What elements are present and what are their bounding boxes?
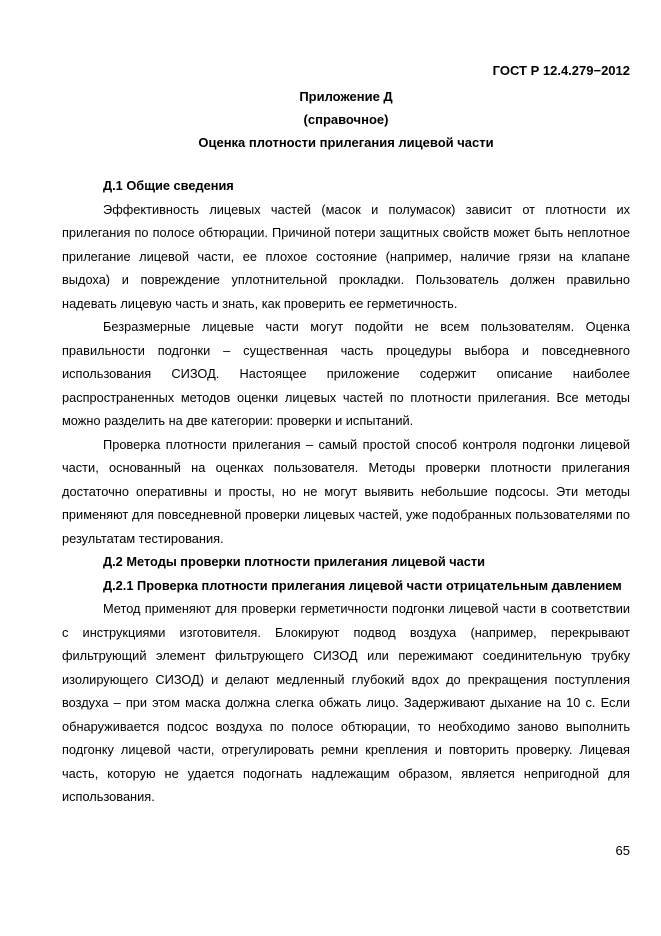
appendix-heading: Оценка плотности прилегания лицевой части <box>198 135 494 150</box>
section-heading-d2-1: Д.2.1 Проверка плотности прилегания лицевой части отрицательным давлением <box>103 577 622 593</box>
standard-code: ГОСТ Р 12.4.279−2012 <box>492 63 630 78</box>
appendix-type: (справочное) <box>303 112 389 127</box>
page-number: 65 <box>615 843 630 858</box>
paragraph: Безразмерные лицевые части могут подойти не всем пользователям. Оценка правильности подгонки – существенная часть процедуры выбора и повседневного использования СИЗОД. Настоящее приложение содержит описание наиболее распространенных методов оценки лицевых частей по плотности прилегания. Все методы можно разделить на две категории: проверки и испытаний. <box>62 319 630 428</box>
paragraph: Проверка плотности прилегания – самый простой способ контроля подгонки лицевой части, основанный на оценках пользователя. Методы проверки плотности прилегания достаточно оперативны и просты, но не могут выявить небольшие подсосы. Эти методы применяют для повседневной проверки лицевых частей, уже подобранных пользователями по результатам тестирования. <box>62 436 630 546</box>
paragraph: Метод применяют для проверки герметичности подгонки лицевой части в соответствии с инструкциями изготовителя. Блокируют подвод воздуха (например, перекрывают фильтрующий элемент фильтрующего СИЗОД или пережимают соединительную трубку изолирующего СИЗОД) и делают медленный глубокий вдох до прекращения поступления воздуха – при этом маска должна слегка обжать лицо. Задерживают дыхание на 10 с. Если обнаруживается подсос воздуха по полосе обтюрации, то необходимо заново выполнить подгонку лицевой части, отрегулировать ремни крепления и повторить проверку. Лицевая часть, которую не удается подогнать надлежащим образом, является непригодной для использования. <box>62 601 630 804</box>
appendix-title: Приложение Д <box>299 89 393 104</box>
paragraph: Эффективность лицевых частей (масок и полумасок) зависит от плотности их прилегания по полосе обтюрации. Причиной потери защитных свойств может быть неплотное прилегание лицевой части, ее плохое состояние (например, наличие грязи на клапане выдоха) и повреждение уплотнительной прокладки. Пользователь должен правильно надевать лицевую часть и знать, как проверить ее герметичность. <box>62 201 630 311</box>
section-heading-d1: Д.1 Общие сведения <box>103 178 234 193</box>
document-body <box>62 174 630 809</box>
section-heading-d2: Д.2 Методы проверки плотности прилегания лицевой части <box>103 554 486 569</box>
